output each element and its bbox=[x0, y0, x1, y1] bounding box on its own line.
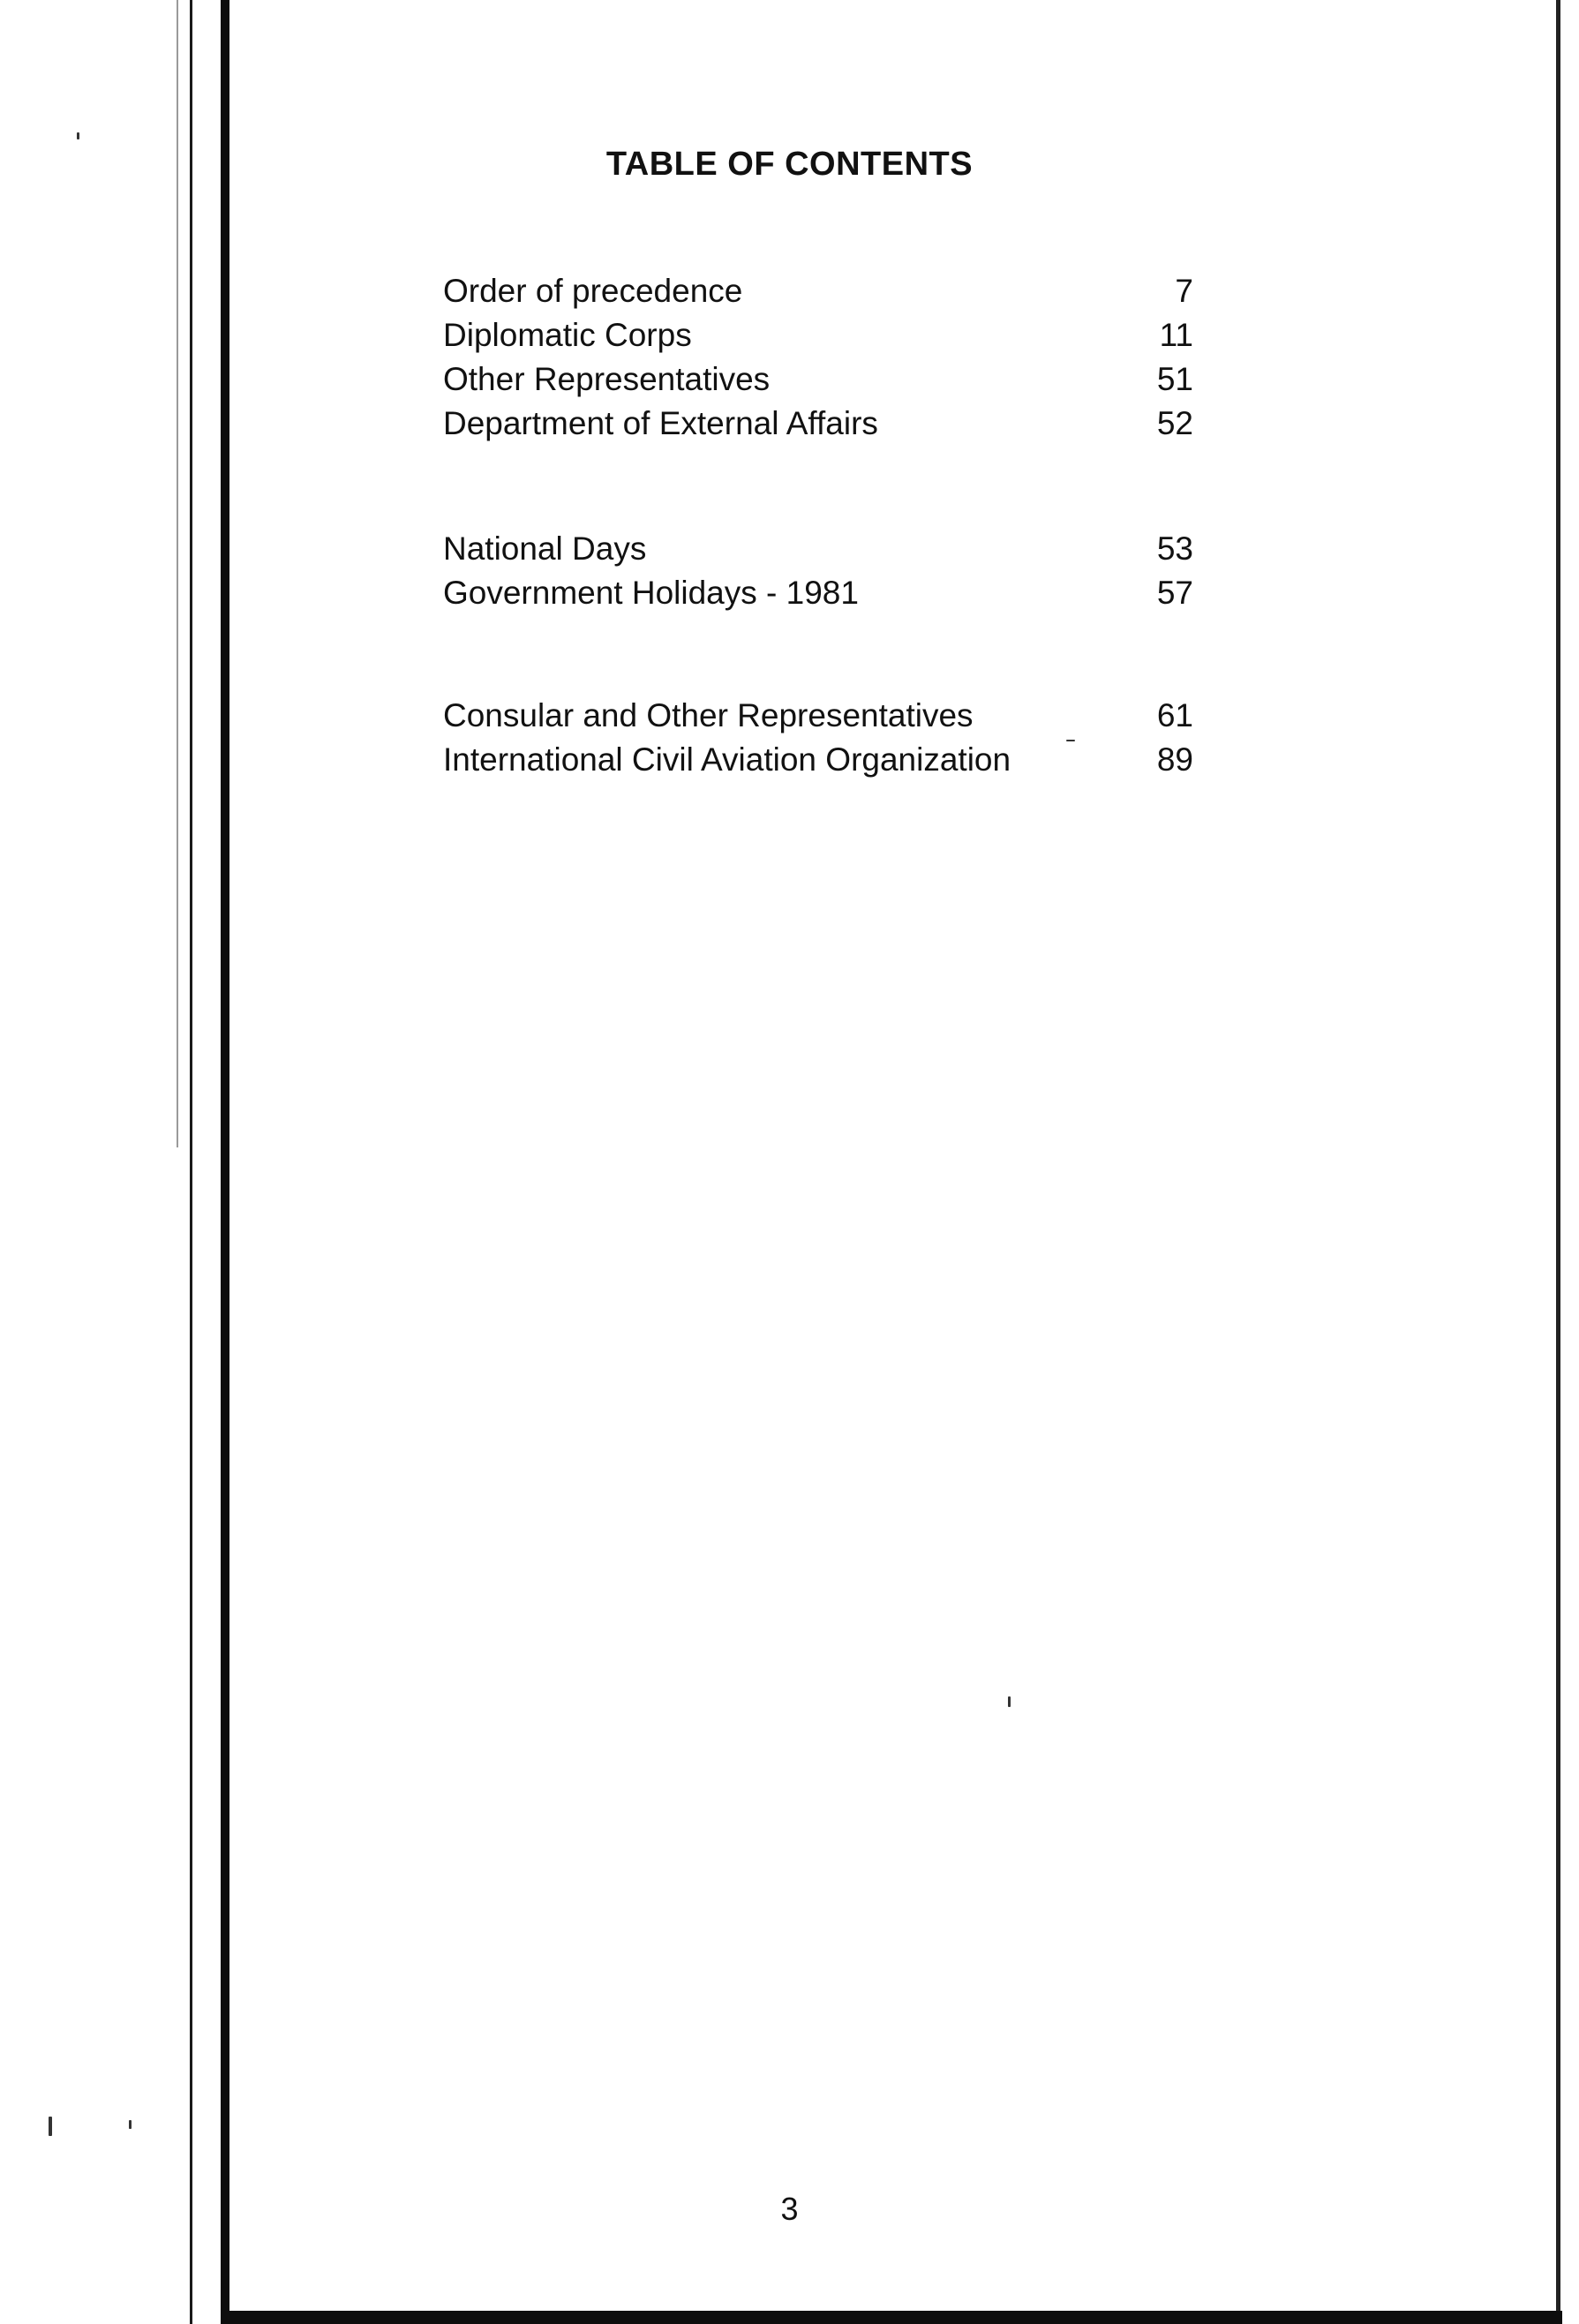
toc-entry-label: National Days bbox=[443, 530, 647, 567]
scan-edge-left-thick bbox=[221, 0, 229, 2324]
toc-entry-page: 53 bbox=[1156, 530, 1193, 567]
toc-entry-label: Order of precedence bbox=[443, 273, 743, 309]
scan-speck bbox=[49, 2117, 52, 2136]
toc-entry-page: 7 bbox=[1175, 273, 1193, 309]
toc-entry-page: 52 bbox=[1156, 405, 1193, 441]
scan-speck bbox=[77, 132, 79, 139]
toc-entry-label: Government Holidays - 1981 bbox=[443, 575, 859, 611]
toc-entry-page: 51 bbox=[1156, 361, 1193, 397]
toc-entry-label: Consular and Other Representatives bbox=[443, 697, 974, 733]
scan-speck bbox=[129, 2120, 132, 2129]
toc-entry bbox=[443, 357, 1193, 402]
page-number: 3 bbox=[780, 2191, 799, 2227]
scan-edge-bottom bbox=[221, 2311, 1562, 2324]
page-title: TABLE OF CONTENTS bbox=[605, 146, 974, 183]
toc-entry bbox=[443, 694, 1193, 738]
toc-entry-page: 89 bbox=[1156, 741, 1193, 778]
toc-entry-label: Department of External Affairs bbox=[443, 405, 878, 441]
toc-entry bbox=[443, 313, 1193, 357]
toc-entry-page: 57 bbox=[1156, 575, 1193, 611]
toc-entry-label: Diplomatic Corps bbox=[443, 317, 692, 353]
toc-entry bbox=[443, 269, 1193, 313]
toc-entry bbox=[443, 738, 1193, 782]
toc-entry-label: Other Representatives bbox=[443, 361, 771, 397]
toc-entry bbox=[443, 527, 1193, 571]
scan-edge-left-thin bbox=[190, 0, 192, 2324]
toc-entry-page: 61 bbox=[1156, 697, 1193, 733]
toc-entry-page: 11 bbox=[1159, 317, 1193, 353]
toc-entry bbox=[443, 402, 1193, 446]
toc-entry bbox=[443, 571, 1193, 615]
scan-edge-right bbox=[1556, 0, 1560, 2324]
scan-speck bbox=[1008, 1696, 1011, 1707]
toc-entry-label: International Civil Aviation Organization bbox=[443, 741, 1011, 778]
